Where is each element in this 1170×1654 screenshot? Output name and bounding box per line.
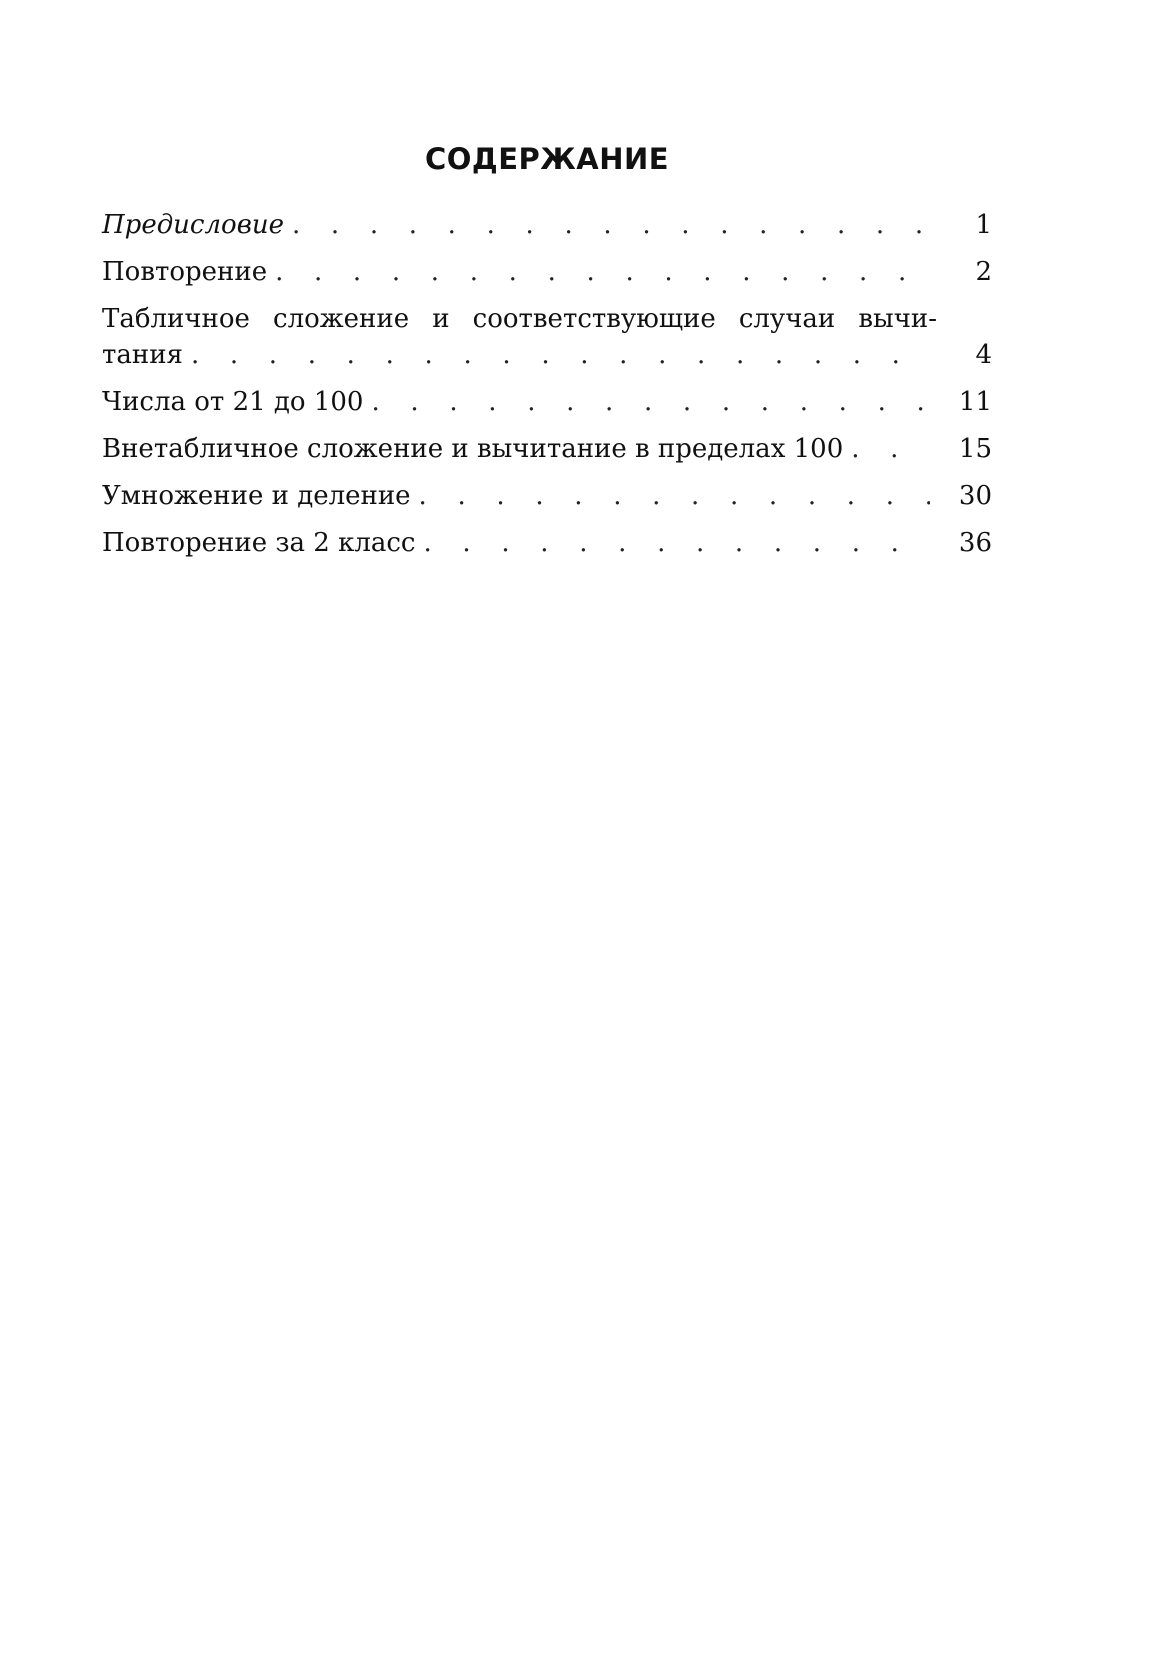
toc-entry-label-line1: Табличное сложение и соответствующие случаи вычи-	[102, 304, 937, 334]
toc-entry-label: Предисловие	[102, 210, 284, 240]
dot-leader	[275, 254, 930, 290]
toc-page-number: 30	[958, 481, 992, 511]
toc-entry-label: Повторение за 2 класс	[102, 528, 416, 558]
toc-entry-table-addition[interactable]	[102, 301, 992, 373]
toc-entry-label: Внетабличное сложение и вычитание в пределах 100	[102, 434, 844, 464]
toc-page-number: 1	[975, 210, 992, 240]
toc-entry-label: Повторение	[102, 257, 268, 287]
toc-entry-preface[interactable]	[102, 207, 992, 243]
toc-page-number: 2	[975, 257, 992, 287]
toc-entry-numbers-21-100[interactable]	[102, 384, 992, 420]
dot-leader	[191, 337, 930, 373]
toc-page-number: 11	[958, 387, 992, 417]
toc-entry-grade2-review[interactable]	[102, 525, 992, 561]
toc-entry-label: Числа от 21 до 100	[102, 387, 364, 417]
toc-entry-label-line2: тания	[102, 340, 183, 370]
table-of-contents	[102, 207, 992, 572]
toc-page-number: 15	[958, 434, 992, 464]
toc-page-number: 4	[975, 340, 992, 370]
dot-leader	[292, 207, 930, 243]
page-title: СОДЕРЖАНИЕ	[424, 142, 670, 176]
toc-entry-multiplication[interactable]	[102, 478, 992, 514]
toc-entry-non-table-addition[interactable]	[102, 431, 992, 467]
dot-leader	[419, 478, 930, 514]
dot-leader	[424, 525, 931, 561]
toc-entry-label: Умножение и деление	[102, 481, 411, 511]
dot-leader	[851, 431, 930, 467]
dot-leader	[371, 384, 930, 420]
toc-page-number: 36	[958, 528, 992, 558]
toc-entry-review[interactable]	[102, 254, 992, 290]
